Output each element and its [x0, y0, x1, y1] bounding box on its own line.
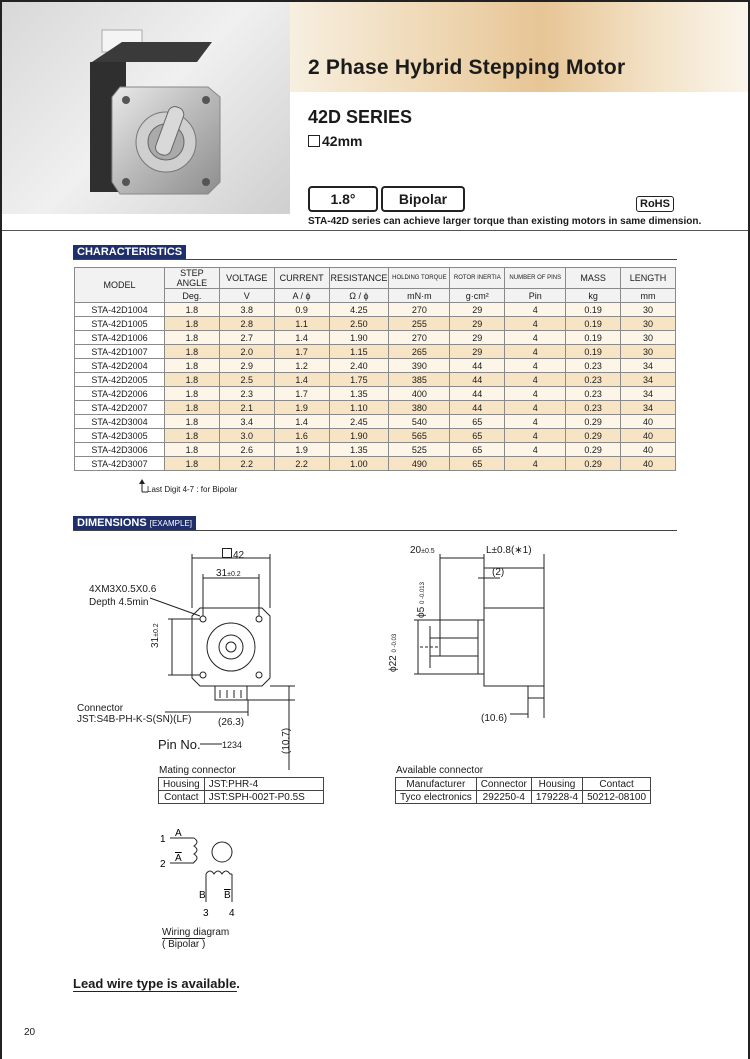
table-cell: 1.8 [165, 457, 220, 471]
divider [2, 230, 748, 231]
table-cell: 65 [450, 457, 505, 471]
table-cell: 29 [450, 331, 505, 345]
type-badge: Bipolar [381, 186, 465, 212]
table-cell: 490 [389, 457, 450, 471]
table-cell: 1.15 [329, 345, 389, 359]
page-title: 2 Phase Hybrid Stepping Motor [308, 56, 626, 79]
dim-shaft-dia [416, 582, 427, 618]
model-cell: STA-42D3004 [75, 415, 165, 429]
dim-width-tol: ±0.2 [227, 571, 241, 578]
table-cell: 3.0 [219, 429, 274, 443]
table-cell: 1.8 [165, 429, 220, 443]
table-cell: 2.3 [219, 387, 274, 401]
table-cell: 1.8 [165, 317, 220, 331]
table-row [159, 778, 324, 791]
table-cell: 2.1 [219, 401, 274, 415]
model-cell: STA-42D1005 [75, 317, 165, 331]
pin-label: 4 [229, 908, 235, 919]
table-cell: 1.1 [274, 317, 329, 331]
square-icon [308, 135, 320, 147]
section-divider [73, 259, 677, 260]
column-unit: mN·m [389, 289, 450, 303]
table-row [75, 387, 676, 401]
table-cell: 270 [389, 303, 450, 317]
table-cell: 0.23 [566, 359, 621, 373]
table-cell: 525 [389, 443, 450, 457]
table-cell: 385 [389, 373, 450, 387]
table-cell: 50212-08100 [583, 791, 651, 804]
model-cell: STA-42D2004 [75, 359, 165, 373]
model-cell: STA-42D1006 [75, 331, 165, 345]
wiring-subtitle: ( Bipolar ) [162, 939, 206, 950]
table-cell: 0.19 [566, 331, 621, 345]
table-cell: 34 [621, 387, 676, 401]
table-cell: 29 [450, 317, 505, 331]
table-cell: 0.29 [566, 457, 621, 471]
table-cell: Contact [583, 778, 651, 791]
table-row [159, 791, 324, 804]
dim-width [216, 568, 241, 579]
column-unit: Ω / ϕ [329, 289, 389, 303]
motor-illustration [2, 2, 290, 214]
mating-title: Mating connector [159, 765, 236, 776]
table-cell: 40 [621, 457, 676, 471]
table-cell: 292250-4 [476, 791, 531, 804]
table-row [396, 778, 651, 791]
table-cell: 1.9 [274, 443, 329, 457]
column-header: RESISTANCE [329, 268, 389, 289]
table-cell: 400 [389, 387, 450, 401]
pin-no-label: Pin No. [158, 737, 201, 752]
table-cell: 1.8 [165, 345, 220, 359]
model-cell: STA-42D3005 [75, 429, 165, 443]
column-header: STEP ANGLE [165, 268, 220, 289]
dim-side-length: (10.6) [481, 713, 508, 724]
table-cell: 0.19 [566, 303, 621, 317]
table-header-row [75, 268, 676, 289]
column-header: VOLTAGE [219, 268, 274, 289]
lead-wire-note: Lead wire type is available. [73, 976, 240, 991]
table-cell: 4 [505, 317, 566, 331]
table-cell: 34 [621, 401, 676, 415]
table-cell: 4 [505, 415, 566, 429]
table-cell: 255 [389, 317, 450, 331]
page-number: 20 [24, 1027, 36, 1038]
table-row [75, 443, 676, 457]
table-cell: 30 [621, 345, 676, 359]
table-cell: 0.23 [566, 387, 621, 401]
table-cell: 1.8 [165, 387, 220, 401]
series-name: 42D SERIES [308, 107, 413, 127]
table-cell: 1.90 [329, 429, 389, 443]
table-cell: 1.9 [274, 401, 329, 415]
table-cell: 44 [450, 387, 505, 401]
dim-boss-dia [388, 634, 399, 672]
table-cell: 1.35 [329, 443, 389, 457]
table-cell: 4 [505, 401, 566, 415]
dim-shaft-length [410, 545, 435, 556]
table-cell: 0.19 [566, 317, 621, 331]
frame-size-value: 42mm [322, 133, 363, 149]
wiring-title: Wiring diagram [162, 927, 230, 938]
dim-shaft-length-value: 20 [410, 545, 422, 556]
table-cell: 65 [450, 443, 505, 457]
table-cell: Contact [159, 791, 205, 804]
column-unit: g·cm² [450, 289, 505, 303]
square-icon [222, 548, 232, 558]
dim-boss-dia-tol: 0 -0.03 [392, 633, 398, 653]
dim-conn-width: (26.3) [218, 717, 245, 728]
table-cell: 1.8 [165, 415, 220, 429]
column-unit: V [219, 289, 274, 303]
table-cell: 2.2 [274, 457, 329, 471]
column-header: MASS [566, 268, 621, 289]
table-row [75, 457, 676, 471]
column-header: MODEL [75, 268, 165, 303]
characteristics-table [74, 267, 676, 471]
table-cell: 2.40 [329, 359, 389, 373]
table-cell: 2.50 [329, 317, 389, 331]
table-cell: 1.8 [165, 303, 220, 317]
table-cell: 0.19 [566, 345, 621, 359]
pin-label: 3 [203, 908, 209, 919]
wire-label: B [224, 890, 231, 901]
table-cell: 2.6 [219, 443, 274, 457]
model-cell: STA-42D1007 [75, 345, 165, 359]
table-row [75, 359, 676, 373]
table-cell: Housing [531, 778, 582, 791]
table-cell: JST:SPH-002T-P0.5S [204, 791, 323, 804]
model-cell: STA-42D2006 [75, 387, 165, 401]
table-row [75, 331, 676, 345]
table-cell: 1.00 [329, 457, 389, 471]
table-cell: 1.7 [274, 387, 329, 401]
dim-width-value: 31 [216, 568, 228, 579]
table-cell: 65 [450, 415, 505, 429]
table-cell: 44 [450, 401, 505, 415]
table-cell: 1.4 [274, 373, 329, 387]
dim-shaft-dia-value: ϕ5 [416, 606, 427, 618]
dimension-drawing [0, 530, 750, 770]
screw-depth: Depth 4.5min [89, 597, 149, 608]
table-cell: 40 [621, 429, 676, 443]
table-cell: 2.7 [219, 331, 274, 345]
column-header: ROTOR INERTIA [450, 268, 505, 289]
table-cell: 179228-4 [531, 791, 582, 804]
column-unit: mm [621, 289, 676, 303]
table-cell: 2.45 [329, 415, 389, 429]
column-header: NUMBER OF PINS [505, 268, 566, 289]
table-cell: 30 [621, 303, 676, 317]
pin-numbers: 1234 [222, 740, 243, 750]
dim-body-length: L±0.8(∗1) [486, 545, 532, 556]
table-cell: Tyco electronics [396, 791, 477, 804]
dim-shaft-dia-tol: 0 -0.013 [420, 582, 426, 605]
table-cell: 3.8 [219, 303, 274, 317]
table-cell: 30 [621, 331, 676, 345]
connector-part: JST:S4B-PH-K-S(SN)(LF) [77, 714, 192, 725]
table-row [75, 429, 676, 443]
table-cell: 4 [505, 331, 566, 345]
table-cell: 0.23 [566, 373, 621, 387]
pin-label: 1 [160, 834, 166, 845]
mating-table [158, 777, 324, 804]
table-cell: 65 [450, 429, 505, 443]
table-cell: 4 [505, 429, 566, 443]
available-table [395, 777, 651, 804]
table-cell: 1.8 [165, 401, 220, 415]
table-cell: 380 [389, 401, 450, 415]
model-cell: STA-42D2005 [75, 373, 165, 387]
table-cell: 4 [505, 303, 566, 317]
connector-label: Connector [77, 703, 124, 714]
table-cell: 1.8 [165, 331, 220, 345]
table-cell: 30 [621, 317, 676, 331]
table-cell: 265 [389, 345, 450, 359]
table-row [396, 791, 651, 804]
table-cell: 1.90 [329, 331, 389, 345]
table-cell: 1.4 [274, 331, 329, 345]
table-cell: 4 [505, 443, 566, 457]
tagline: STA-42D series can achieve larger torque than existing motors in same dimension. [308, 216, 702, 227]
table-body [75, 303, 676, 471]
table-cell: 1.8 [165, 359, 220, 373]
available-title: Available connector [396, 765, 484, 776]
table-cell: 40 [621, 415, 676, 429]
dim-square [222, 548, 244, 561]
table-cell: 1.7 [274, 345, 329, 359]
table-cell: 0.23 [566, 401, 621, 415]
table-cell: 34 [621, 373, 676, 387]
table-row [75, 317, 676, 331]
table-cell: 0.9 [274, 303, 329, 317]
table-cell: 1.6 [274, 429, 329, 443]
table-cell: 40 [621, 443, 676, 457]
wire-label: A [175, 828, 182, 839]
model-cell: STA-42D1004 [75, 303, 165, 317]
table-cell: 0.29 [566, 443, 621, 457]
table-row [75, 303, 676, 317]
table-cell: JST:PHR-4 [204, 778, 323, 791]
wire-label: B [199, 890, 206, 901]
table-cell: 1.4 [274, 415, 329, 429]
table-cell: 2.2 [219, 457, 274, 471]
dim-boss-length: (2) [492, 567, 505, 578]
pin-label: 2 [160, 859, 166, 870]
model-note: Last Digit 4-7 : for Bipolar [147, 485, 238, 494]
wire-label: A [175, 853, 182, 864]
column-unit: Pin [505, 289, 566, 303]
table-cell: 4 [505, 373, 566, 387]
table-cell: 2.5 [219, 373, 274, 387]
dim-square-value: 42 [233, 550, 245, 561]
table-cell: 1.10 [329, 401, 389, 415]
table-cell: 4 [505, 359, 566, 373]
table-cell: 540 [389, 415, 450, 429]
table-row [75, 345, 676, 359]
column-unit: A / ϕ [274, 289, 329, 303]
column-header: CURRENT [274, 268, 329, 289]
table-row [75, 373, 676, 387]
table-cell: 1.75 [329, 373, 389, 387]
dim-height [150, 623, 161, 648]
table-cell: Housing [159, 778, 205, 791]
table-cell: 1.8 [165, 443, 220, 457]
dim-height-tol: ±0.2 [153, 623, 160, 637]
column-header: HOLDING TORQUE [389, 268, 450, 289]
column-header: LENGTH [621, 268, 676, 289]
motor-photo [2, 2, 290, 214]
dim-conn-height: (10.7) [281, 727, 292, 754]
table-cell: 2.9 [219, 359, 274, 373]
table-cell: 270 [389, 331, 450, 345]
wiring-diagram [150, 826, 260, 922]
dim-boss-dia-value: ϕ22 [388, 655, 399, 672]
table-cell: 1.2 [274, 359, 329, 373]
table-cell: Connector [476, 778, 531, 791]
table-cell: 29 [450, 303, 505, 317]
underline [73, 991, 237, 992]
table-cell: 44 [450, 359, 505, 373]
dim-height-value: 31 [150, 636, 161, 648]
model-cell: STA-42D2007 [75, 401, 165, 415]
table-cell: Manufacturer [396, 778, 477, 791]
table-cell: 2.0 [219, 345, 274, 359]
table-unit-row [75, 289, 676, 303]
characteristics-title: CHARACTERISTICS [73, 245, 186, 259]
rohs-badge: RoHS [636, 196, 674, 212]
dimensions-title-text: DIMENSIONS [77, 517, 147, 529]
dimensions-subtitle: [EXAMPLE] [149, 519, 192, 528]
table-cell: 0.29 [566, 415, 621, 429]
column-unit: kg [566, 289, 621, 303]
screw-spec: 4XM3X0.5X0.6 [89, 584, 157, 595]
table-cell: 1.35 [329, 387, 389, 401]
table-row [75, 401, 676, 415]
table-cell: 34 [621, 359, 676, 373]
step-angle-badge: 1.8° [308, 186, 378, 212]
column-unit: Deg. [165, 289, 220, 303]
table-cell: 4.25 [329, 303, 389, 317]
table-cell: 44 [450, 373, 505, 387]
table-row [75, 415, 676, 429]
table-cell: 29 [450, 345, 505, 359]
model-cell: STA-42D3007 [75, 457, 165, 471]
table-cell: 4 [505, 345, 566, 359]
table-cell: 3.4 [219, 415, 274, 429]
table-cell: 4 [505, 457, 566, 471]
table-cell: 565 [389, 429, 450, 443]
frame-size [308, 133, 362, 149]
table-cell: 0.29 [566, 429, 621, 443]
dimensions-title [73, 516, 196, 530]
dim-shaft-length-tol: ±0.5 [421, 548, 435, 555]
table-cell: 390 [389, 359, 450, 373]
table-cell: 1.8 [165, 373, 220, 387]
table-cell: 2.8 [219, 317, 274, 331]
model-cell: STA-42D3006 [75, 443, 165, 457]
table-cell: 4 [505, 387, 566, 401]
